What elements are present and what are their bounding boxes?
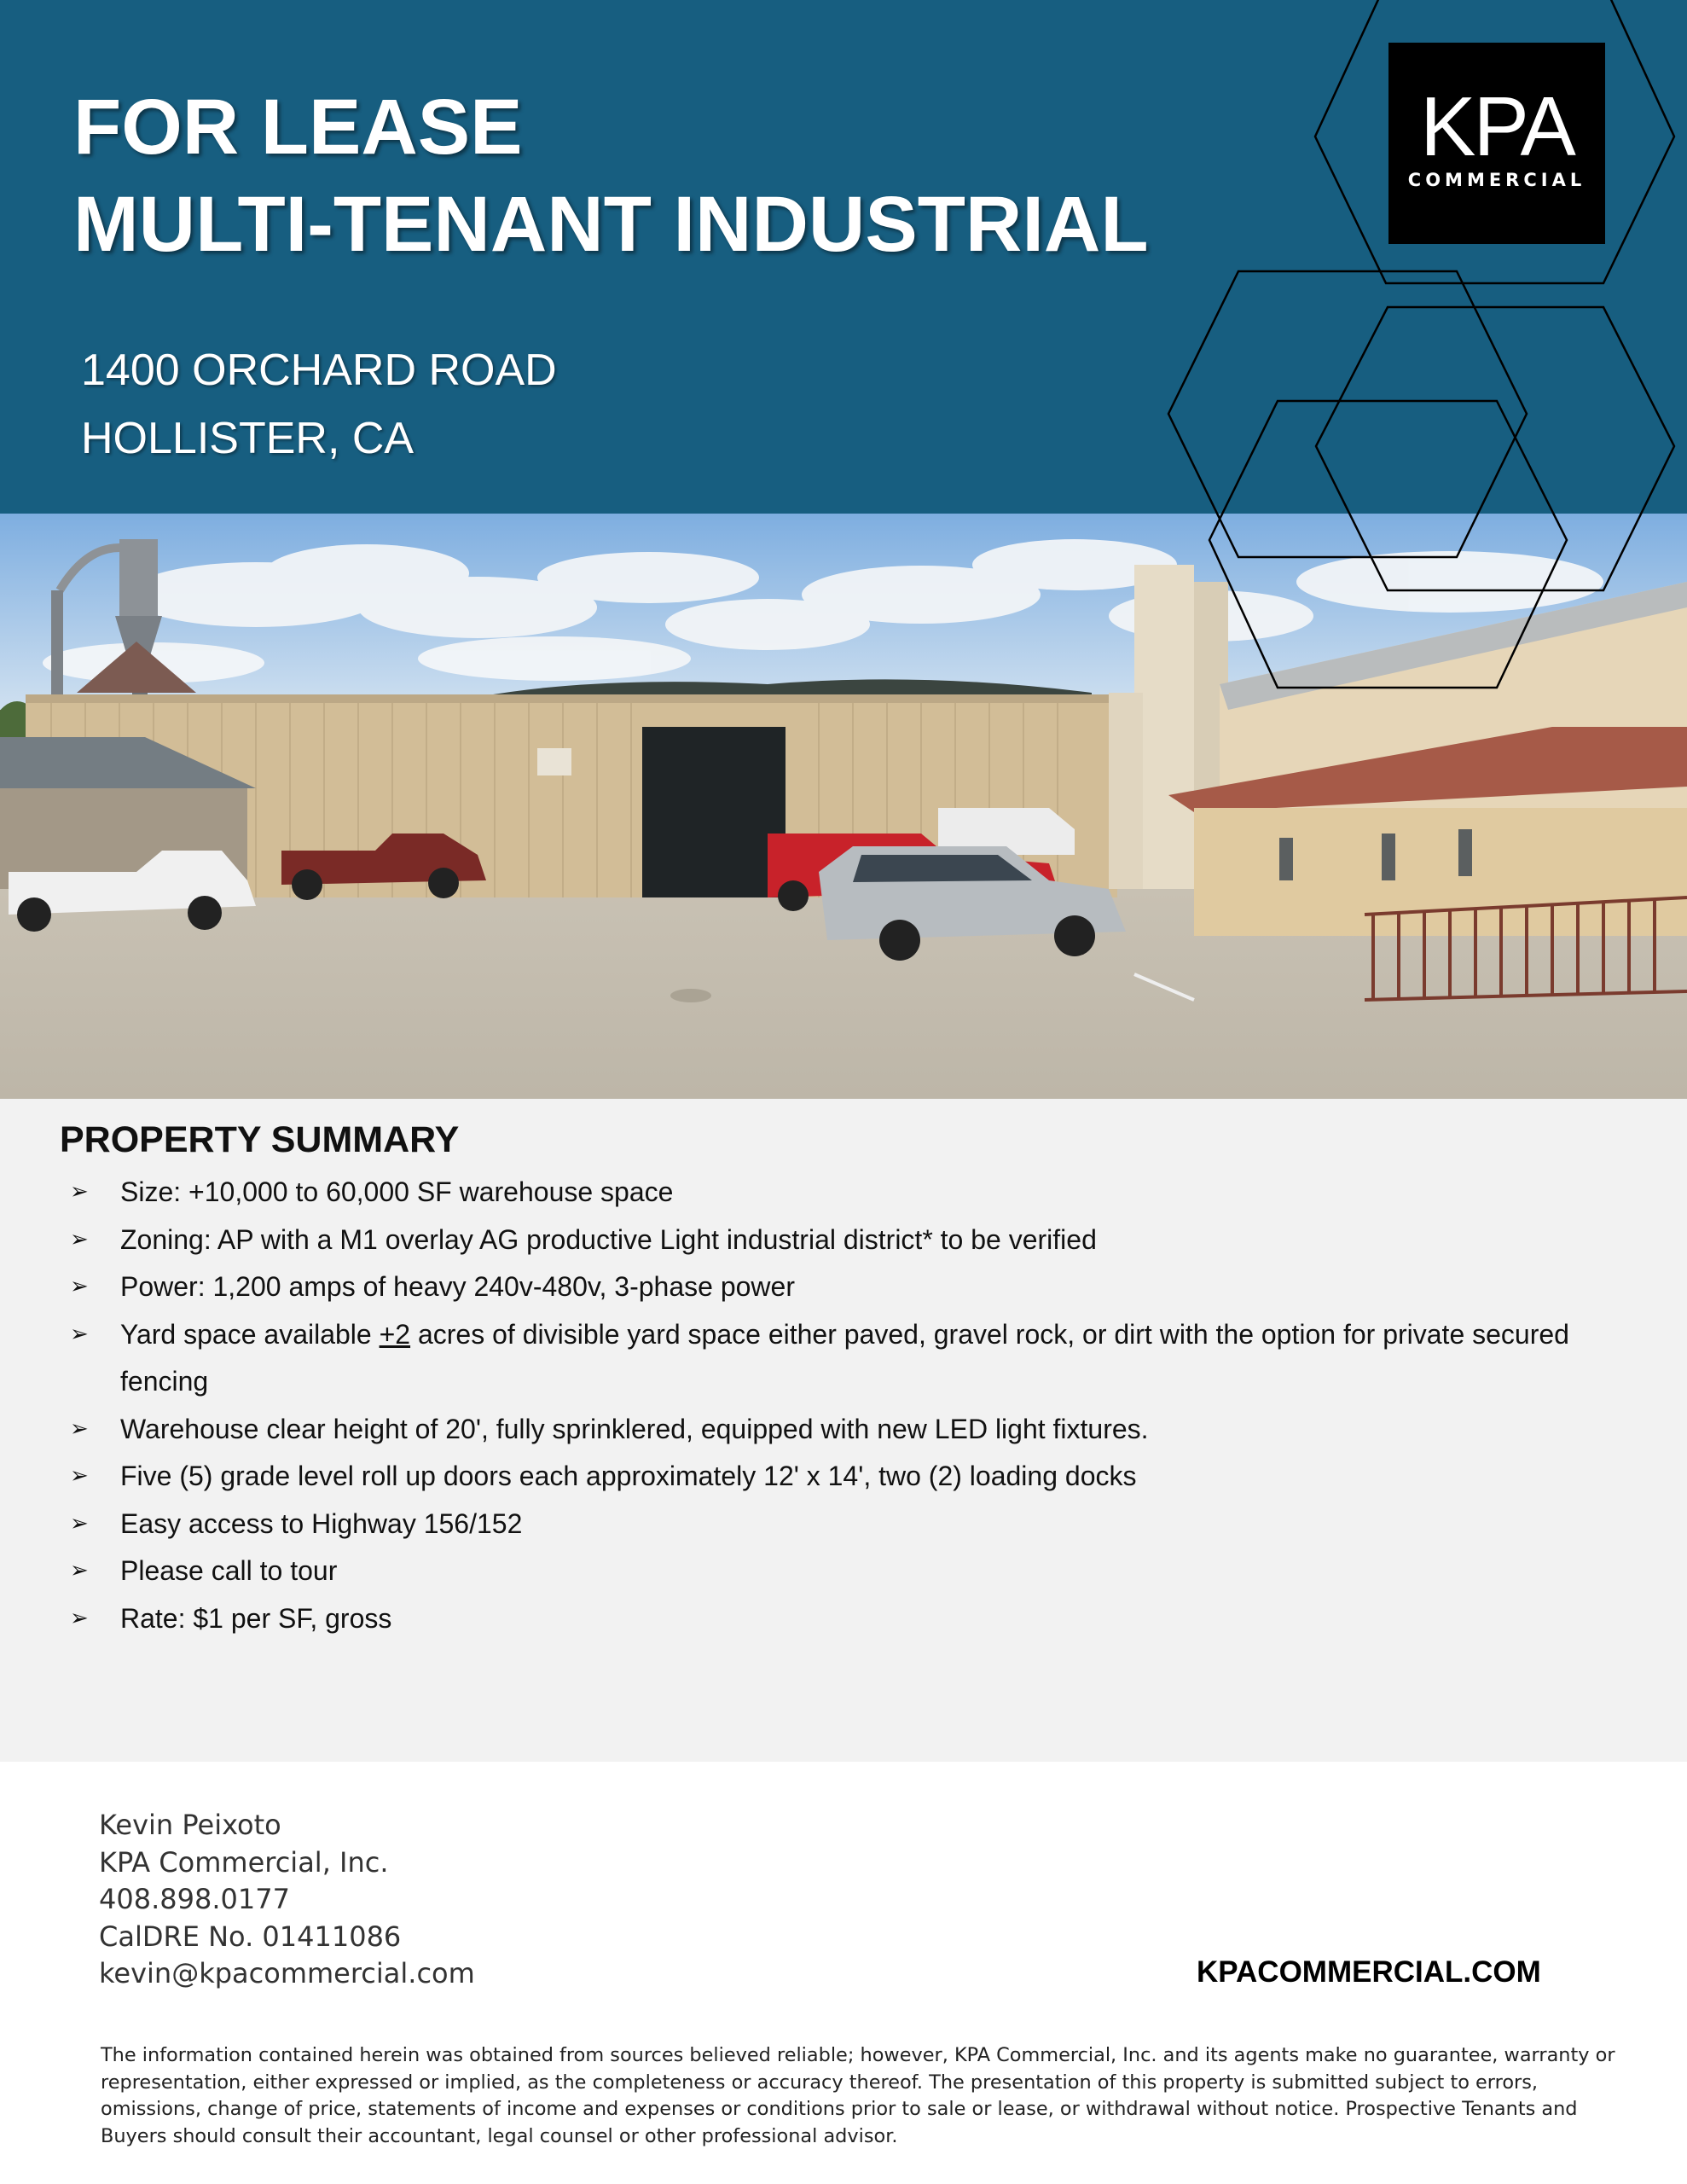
page-title — [73, 78, 1149, 273]
list-item — [0, 1595, 1687, 1643]
contact-phone[interactable]: 408.898.0177 — [99, 1883, 290, 1915]
summary-item-doors: Five (5) grade level roll up doors each approximately 12' x 14', two (2) loading docks — [120, 1461, 1137, 1491]
contact-email[interactable]: kevin@kpacommercial.com — [99, 1957, 475, 1989]
summary-item-access: Easy access to Highway 156/152 — [120, 1507, 523, 1539]
arrow-bullet-icon: ➢ — [70, 1463, 89, 1489]
logo-wordmark: KPA — [1420, 79, 1574, 173]
address-street: 1400 ORCHARD ROAD — [81, 346, 557, 395]
list-item — [0, 1406, 1687, 1454]
summary-item-zoning: Zoning: AP with a M1 overlay AG productive Light industrial district* to be verified — [120, 1223, 1097, 1255]
address-city: HOLLISTER, CA — [81, 414, 415, 463]
list-item — [0, 1263, 1687, 1311]
title-line-2: MULTI-TENANT INDUSTRIAL — [73, 181, 1149, 268]
disclaimer-text: The information contained herein was obtained from sources believed reliable; however, KPA Commercial, Inc. and its agents make no guarantee, warranty or representation, either expressed or implied, as the completeness or accuracy thereof. The presentation of this property is submitted subject to errors, omissions, change of price, statements of income and expenses or conditions prior to sale or lease, or withdrawal without notice. Prospective Tenants and Buyers should consult their accountant, legal counsel or other professional advisor. — [101, 2044, 1615, 2147]
arrow-bullet-icon: ➢ — [70, 1274, 89, 1299]
property-photo-illustration — [0, 514, 1687, 1099]
contact-name: Kevin Peixoto — [99, 1809, 281, 1841]
arrow-bullet-icon: ➢ — [70, 1415, 89, 1442]
arrow-bullet-icon: ➢ — [70, 1558, 89, 1583]
contact-block — [99, 1807, 475, 1993]
summary-heading: PROPERTY SUMMARY — [60, 1119, 460, 1160]
arrow-bullet-icon: ➢ — [70, 1321, 89, 1347]
website-link[interactable]: KPACOMMERCIAL.COM — [1197, 1955, 1541, 1989]
summary-item-size: Size: +10,000 to 60,000 SF warehouse space — [120, 1176, 674, 1207]
list-item — [0, 1169, 1687, 1217]
kpa-logo — [1388, 43, 1605, 244]
contact-company: KPA Commercial, Inc. — [99, 1845, 389, 1879]
list-item — [0, 1453, 1687, 1501]
summary-list — [0, 1169, 1687, 1642]
property-photo — [0, 514, 1687, 1099]
summary-item-power: Power: 1,200 amps of heavy 240v-480v, 3-phase power — [120, 1271, 795, 1302]
arrow-bullet-icon: ➢ — [70, 1179, 89, 1205]
list-item — [0, 1548, 1687, 1595]
contact-license: CalDRE No. 01411086 — [99, 1920, 402, 1953]
summary-item-rate: Rate: $1 per SF, gross — [120, 1602, 392, 1634]
property-summary — [0, 1099, 1687, 1762]
summary-item-yard-after: acres of divisible yard space either paved, gravel rock, or dirt with the option for private secured fencing — [120, 1318, 1569, 1397]
summary-item-yard-acres: +2 — [379, 1318, 411, 1350]
summary-item-yard-before: Yard space available — [120, 1318, 380, 1350]
summary-item-clear-height: Warehouse clear height of 20', fully sprinklered, equipped with new LED light fixtures. — [120, 1413, 1149, 1444]
logo-subtitle: COMMERCIAL — [1407, 170, 1586, 190]
list-item — [0, 1311, 1687, 1406]
arrow-bullet-icon: ➢ — [70, 1605, 89, 1631]
property-address — [81, 336, 557, 473]
arrow-bullet-icon: ➢ — [70, 1510, 89, 1536]
title-line-1: FOR LEASE — [73, 84, 523, 171]
list-item — [0, 1501, 1687, 1548]
summary-item-tour: Please call to tour — [120, 1555, 338, 1586]
list-item — [0, 1217, 1687, 1264]
arrow-bullet-icon: ➢ — [70, 1226, 89, 1252]
